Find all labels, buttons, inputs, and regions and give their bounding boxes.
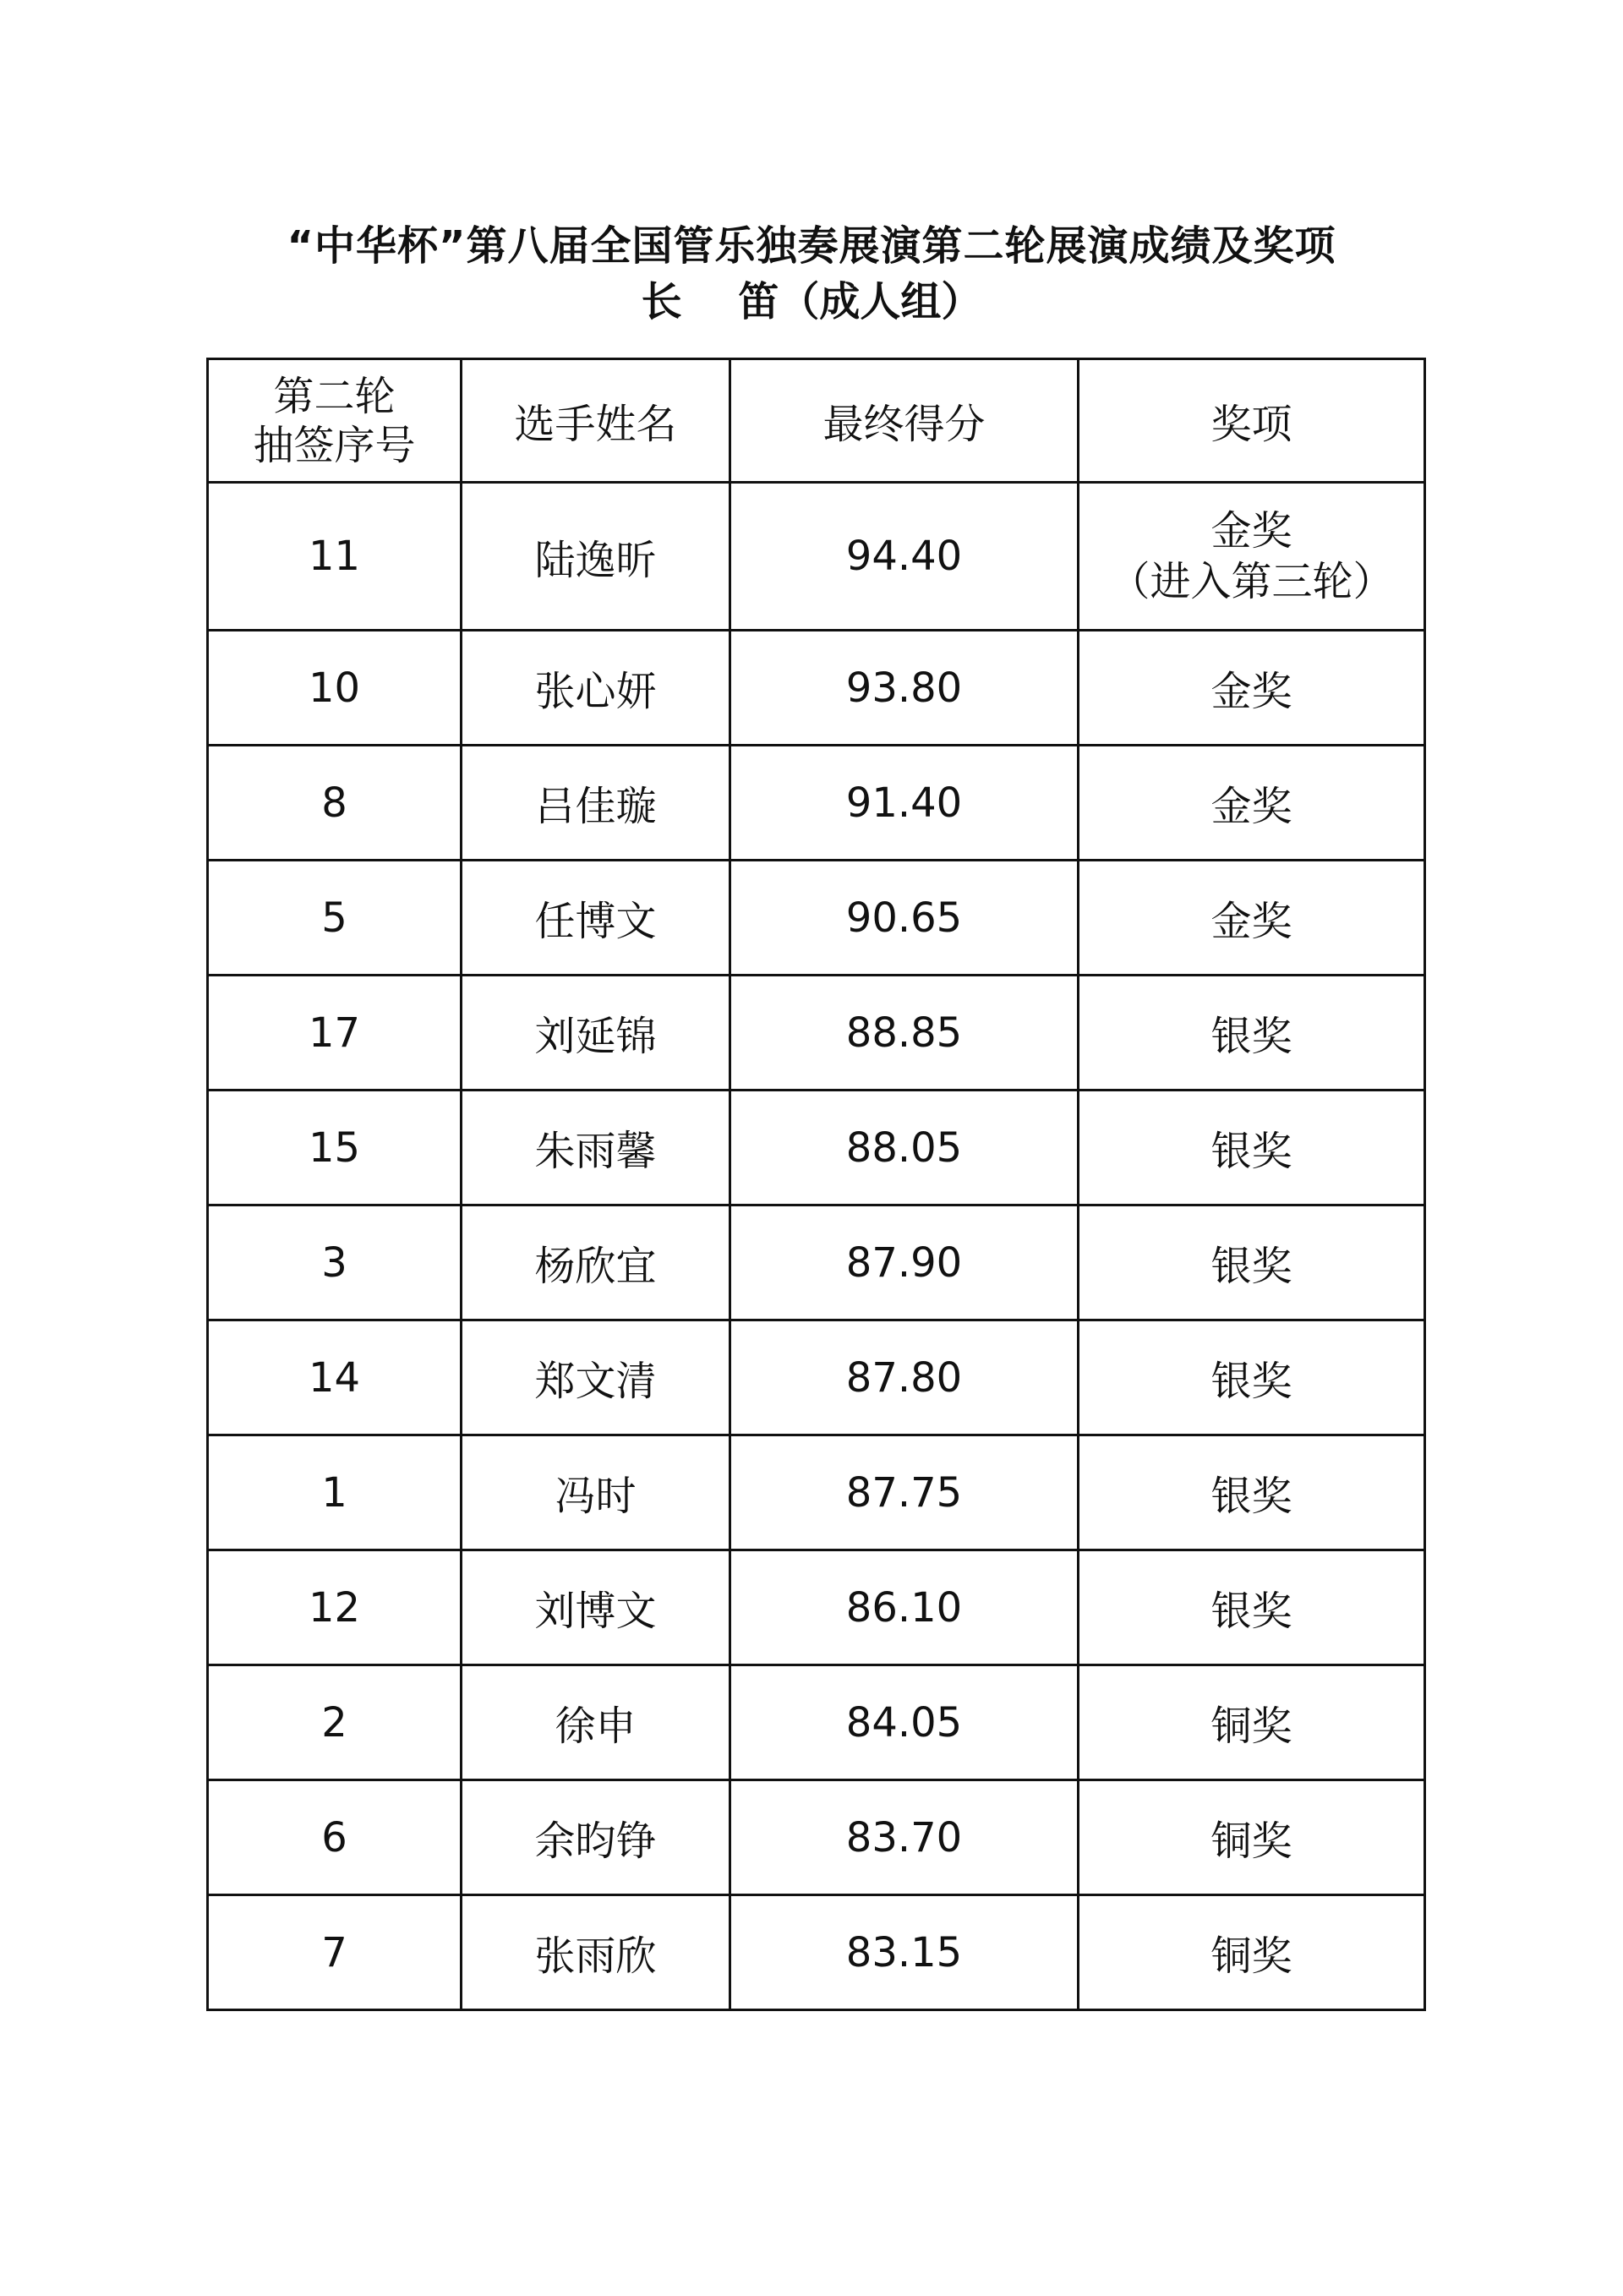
cell-name: 杨欣宜 <box>462 1205 730 1320</box>
cell-name: 任博文 <box>462 861 730 976</box>
cell-draw: 6 <box>208 1780 462 1895</box>
cell-score: 88.85 <box>730 976 1079 1091</box>
table-header-row <box>208 359 1425 483</box>
results-table <box>206 358 1426 2011</box>
cell-award: 铜奖 <box>1079 1895 1425 2010</box>
cell-score: 83.70 <box>730 1780 1079 1895</box>
award-note: （进入第三轮） <box>1109 558 1394 605</box>
header-draw-number <box>208 359 462 483</box>
cell-score: 88.05 <box>730 1091 1079 1205</box>
document-header <box>0 218 1623 330</box>
cell-award: 金奖 <box>1079 631 1425 746</box>
cell-draw: 8 <box>208 746 462 861</box>
table-row <box>208 1780 1425 1895</box>
table-row <box>208 746 1425 861</box>
document-title: “中华杯”第八届全国管乐独奏展演第二轮展演成绩及奖项 <box>287 222 1336 270</box>
cell-draw: 2 <box>208 1665 462 1780</box>
cell-score: 94.40 <box>730 483 1079 631</box>
header-draw-line2: 抽签序号 <box>253 421 416 469</box>
cell-name: 余昀铮 <box>462 1780 730 1895</box>
cell-award: 银奖 <box>1079 1550 1425 1665</box>
cell-name: 张雨欣 <box>462 1895 730 2010</box>
cell-score: 87.80 <box>730 1320 1079 1435</box>
cell-name: 张心妍 <box>462 631 730 746</box>
cell-draw: 15 <box>208 1091 462 1205</box>
cell-draw: 17 <box>208 976 462 1091</box>
cell-name: 刘博文 <box>462 1550 730 1665</box>
table-row <box>208 1320 1425 1435</box>
cell-score: 87.75 <box>730 1435 1079 1550</box>
table-row <box>208 483 1425 631</box>
header-name: 选手姓名 <box>462 359 730 483</box>
cell-award: 铜奖 <box>1079 1665 1425 1780</box>
table-row <box>208 1550 1425 1665</box>
header-score: 最终得分 <box>730 359 1079 483</box>
cell-award: 银奖 <box>1079 976 1425 1091</box>
table-row <box>208 631 1425 746</box>
table-row <box>208 1205 1425 1320</box>
cell-draw: 5 <box>208 861 462 976</box>
cell-award: 银奖 <box>1079 1435 1425 1550</box>
cell-award: 金奖 <box>1079 861 1425 976</box>
document-subtitle: 长 笛（成人组） <box>641 278 982 325</box>
cell-score: 87.90 <box>730 1205 1079 1320</box>
cell-draw: 10 <box>208 631 462 746</box>
table-row <box>208 1435 1425 1550</box>
cell-award: 银奖 <box>1079 1320 1425 1435</box>
cell-name: 吕佳璇 <box>462 746 730 861</box>
cell-name: 徐申 <box>462 1665 730 1780</box>
table-row <box>208 1895 1425 2010</box>
award-label: 金奖 <box>1210 507 1292 555</box>
header-draw-line1: 第二轮 <box>273 372 396 420</box>
cell-score: 90.65 <box>730 861 1079 976</box>
table-row <box>208 976 1425 1091</box>
cell-score: 93.80 <box>730 631 1079 746</box>
cell-award: 银奖 <box>1079 1205 1425 1320</box>
cell-award: 金奖 <box>1079 746 1425 861</box>
cell-name: 刘延锦 <box>462 976 730 1091</box>
cell-score: 91.40 <box>730 746 1079 861</box>
cell-score: 83.15 <box>730 1895 1079 2010</box>
cell-name: 郑文清 <box>462 1320 730 1435</box>
cell-award: 铜奖 <box>1079 1780 1425 1895</box>
cell-name: 陆逸昕 <box>462 483 730 631</box>
cell-award <box>1079 483 1425 631</box>
header-award: 奖项 <box>1079 359 1425 483</box>
table-row <box>208 861 1425 976</box>
cell-draw: 12 <box>208 1550 462 1665</box>
table-row <box>208 1091 1425 1205</box>
cell-score: 84.05 <box>730 1665 1079 1780</box>
cell-name: 朱雨馨 <box>462 1091 730 1205</box>
cell-draw: 3 <box>208 1205 462 1320</box>
cell-name: 冯时 <box>462 1435 730 1550</box>
cell-draw: 14 <box>208 1320 462 1435</box>
cell-award: 银奖 <box>1079 1091 1425 1205</box>
cell-score: 86.10 <box>730 1550 1079 1665</box>
cell-draw: 11 <box>208 483 462 631</box>
table-row <box>208 1665 1425 1780</box>
cell-draw: 7 <box>208 1895 462 2010</box>
cell-draw: 1 <box>208 1435 462 1550</box>
